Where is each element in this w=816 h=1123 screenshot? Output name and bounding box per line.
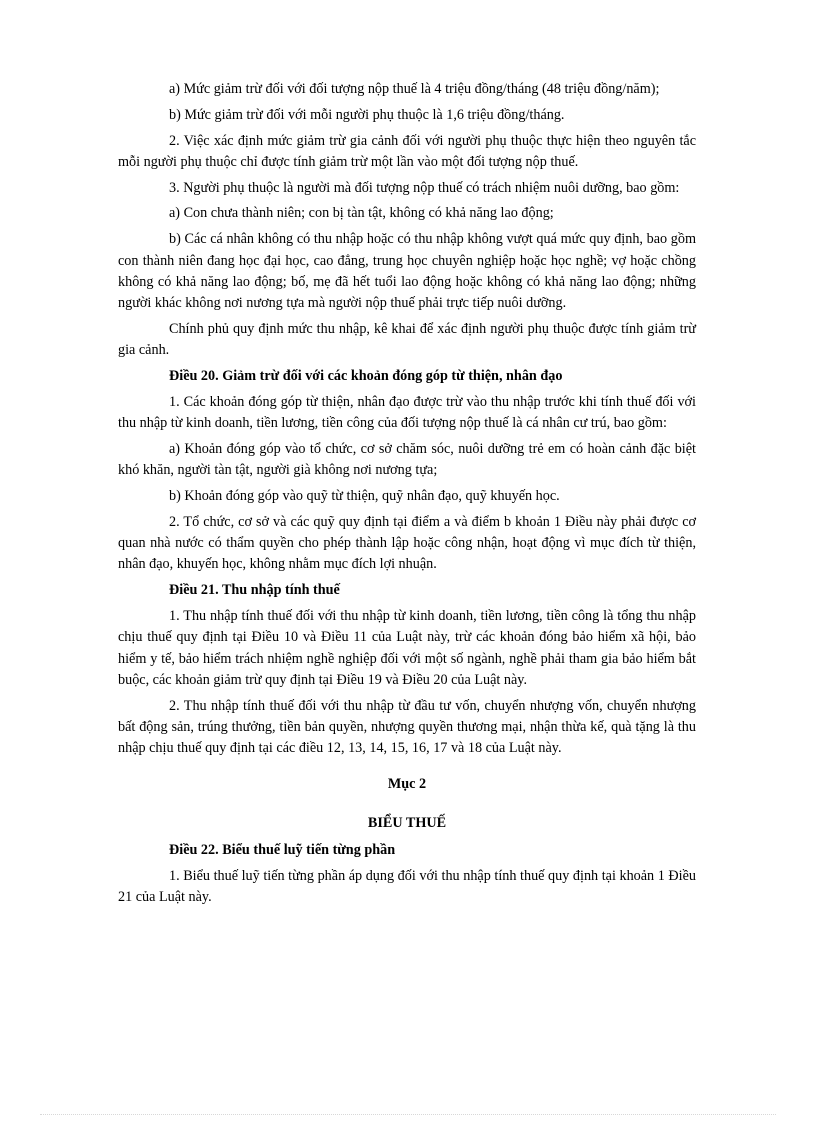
- paragraph-charity-children: a) Khoản đóng góp vào tổ chức, cơ sở chăm sóc, nuôi dưỡng trẻ em có hoàn cảnh đặc biệt khó khăn, người tàn tật, người già không nơi nương tựa;: [118, 440, 696, 479]
- section-title: BIỂU THUẾ: [367, 814, 447, 831]
- paragraph-deduction-rule: 2. Việc xác định mức giảm trừ gia cảnh đối với người phụ thuộc thực hiện theo nguyên tắc mỗi người phụ thuộc chỉ được tính giảm trừ một lần vào một đối tượng nộp thuế.: [118, 132, 696, 170]
- paragraph-charity-funds: b) Khoản đóng góp vào quỹ từ thiện, quỹ nhân đạo, quỹ khuyến học.: [169, 488, 560, 505]
- article-20-heading: Điều 20. Giảm trừ đối với các khoản đóng góp từ thiện, nhân đạo: [169, 368, 563, 385]
- paragraph-deduction-dependent: b) Mức giảm trừ đối với mỗi người phụ thuộc là 1,6 triệu đồng/tháng.: [169, 106, 565, 123]
- document-body: [118, 79, 696, 913]
- article-22-heading: Điều 22. Biểu thuế luỹ tiến từng phần: [169, 842, 396, 859]
- page-bottom-rule: [40, 1114, 776, 1115]
- paragraph-deduction-taxpayer: a) Mức giảm trừ đối với đối tượng nộp thuế là 4 triệu đồng/tháng (48 triệu đồng/năm);: [169, 81, 660, 97]
- paragraph-dependent-others: b) Các cá nhân không có thu nhập hoặc có thu nhập không vượt quá mức quy định, bao gồm con thành niên đang học đại học, cao đẳng, trung học chuyên nghiệp hoặc học nghề; vợ hoặc chồng không có khả năng lao động; bố, mẹ đã hết tuổi lao động hoặc không có khả năng lao động; những người khác không nơi nương tựa mà người nộp thuế phải trực tiếp nuôi dưỡng.: [118, 231, 696, 312]
- paragraph-charity-deduction: 1. Các khoản đóng góp từ thiện, nhân đạo được trừ vào thu nhập trước khi tính thuế đối với thu nhập từ kinh doanh, tiền lương, tiền công của đối tượng nộp thuế là cá nhân cư trú, bao gồm:: [118, 393, 696, 432]
- paragraph-progressive-tax: 1. Biểu thuế luỹ tiến từng phần áp dụng đối với thu nhập tính thuế quy định tại khoản 1 Điều 21 của Luật này.: [118, 868, 696, 906]
- paragraph-taxable-income-business: 1. Thu nhập tính thuế đối với thu nhập từ kinh doanh, tiền lương, tiền công là tổng thu nhập chịu thuế quy định tại Điều 10 và Điều 11 của Luật này, trừ các khoản đóng bảo hiểm xã hội, bảo hiểm y tế, bảo hiểm trách nhiệm nghề nghiệp đối với một số ngành, nghề phải tham gia bảo hiểm bắt buộc, các khoản giảm trừ quy định tại Điều 19 và Điều 20 của Luật này.: [118, 608, 696, 688]
- article-21-heading: Điều 21. Thu nhập tính thuế: [169, 582, 340, 599]
- paragraph-charity-organizations: 2. Tổ chức, cơ sở và các quỹ quy định tại điểm a và điểm b khoản 1 Điều này phải được cơ quan nhà nước có thẩm quyền cho phép thành lập hoặc công nhận, hoạt động vì mục đích từ thiện, nhân đạo, khuyến học, không nhằm mục đích lợi nhuận.: [118, 513, 696, 573]
- paragraph-dependent-children: a) Con chưa thành niên; con bị tàn tật, không có khả năng lao động;: [169, 205, 554, 222]
- section-label: Mục 2: [387, 775, 427, 792]
- paragraph-dependent-definition: 3. Người phụ thuộc là người mà đối tượng nộp thuế có trách nhiệm nuôi dưỡng, bao gồm:: [169, 179, 680, 196]
- paragraph-government-rule: Chính phủ quy định mức thu nhập, kê khai để xác định người phụ thuộc được tính giảm trừ gia cảnh.: [118, 320, 696, 359]
- paragraph-taxable-income-investment: 2. Thu nhập tính thuế đối với thu nhập từ đầu tư vốn, chuyển nhượng vốn, chuyển nhượng bất động sản, trúng thưởng, tiền bản quyền, nhượng quyền thương mại, nhận thừa kế, quà tặng là thu nhập chịu thuế quy định tại các điều 12, 13, 14, 15, 16, 17 và 18 của Luật này.: [118, 697, 696, 757]
